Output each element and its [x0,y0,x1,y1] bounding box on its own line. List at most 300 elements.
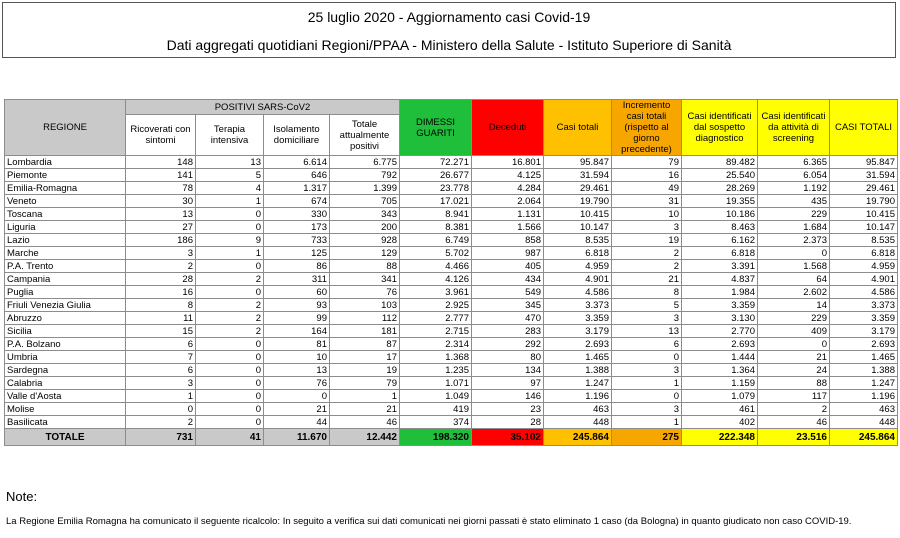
cell-incremento: 8 [612,286,682,299]
note-text: La Regione Emilia Romagna ha comunicato il seguente ricalcolo: In seguito a verifica sui dati comunicati nei giorni passati è stato eliminato 1 caso (da Bologna) in quanto giudicato non caso COVID-19. [6,516,852,527]
cell-region-name: Basilicata [5,416,126,429]
cell-ricoverati: 13 [126,208,196,221]
col-header-sospetto: Casi identificati dal sospetto diagnostico [682,100,758,156]
cell-casi-totali: 31.594 [544,169,612,182]
cell-isolamento: 330 [264,208,330,221]
cell-region-name: Emilia-Romagna [5,182,126,195]
cell-isolamento: 1.317 [264,182,330,195]
cell-ricoverati: 11 [126,312,196,325]
report-subtitle: Dati aggregati quotidiani Regioni/PPAA - Ministero della Salute - Istituto Superiore di Sanità [166,37,732,53]
cell-casi-totali-2: 3.373 [830,299,898,312]
cell-incremento: 3 [612,221,682,234]
cell-casi-totali-2: 1.196 [830,390,898,403]
cell-screening: 88 [758,377,830,390]
cell-screening: 6.054 [758,169,830,182]
cell-sospetto: 10.186 [682,208,758,221]
cell-sospetto: 1.444 [682,351,758,364]
cell-sospetto: 89.482 [682,156,758,169]
table-row [5,182,898,195]
cell-terapia: 0 [196,221,264,234]
cell-incremento: 2 [612,260,682,273]
cell-ricoverati: 15 [126,325,196,338]
cell-incremento: 21 [612,273,682,286]
cell-ricoverati: 148 [126,156,196,169]
cell-casi-totali: 1.465 [544,351,612,364]
report-title: 25 luglio 2020 - Aggiornamento casi Covid-19 [307,9,591,25]
table-row [5,234,898,247]
cell-screening: 229 [758,208,830,221]
cell-totale-positivi: 129 [330,247,400,260]
table-row [5,208,898,221]
cell-isolamento: 311 [264,273,330,286]
cell-region-name: Sicilia [5,325,126,338]
cell-screening: 24 [758,364,830,377]
cell-sospetto: 3.130 [682,312,758,325]
cell-casi-totali-2: 3.179 [830,325,898,338]
cell-region-name: P.A. Trento [5,260,126,273]
cell-deceduti: 80 [472,351,544,364]
cell-sospetto: 3.391 [682,260,758,273]
cell-dimessi: 1.071 [400,377,472,390]
cell-dimessi: 5.702 [400,247,472,260]
cell-dimessi: 2.777 [400,312,472,325]
cell-casi-totali: 463 [544,403,612,416]
cell-deceduti: 345 [472,299,544,312]
cell-totale-positivi: 792 [330,169,400,182]
cell-region-name: Liguria [5,221,126,234]
cell-casi-totali-2: 4.586 [830,286,898,299]
cell-dimessi: 23.778 [400,182,472,195]
cell-isolamento: 60 [264,286,330,299]
cell-sospetto: 19.355 [682,195,758,208]
total-ricoverati: 731 [126,429,196,446]
cell-totale-positivi: 928 [330,234,400,247]
total-sospetto: 222.348 [682,429,758,446]
cell-isolamento: 76 [264,377,330,390]
table-row [5,286,898,299]
cell-sospetto: 4.837 [682,273,758,286]
cell-totale-positivi: 112 [330,312,400,325]
cell-dimessi: 17.021 [400,195,472,208]
cell-isolamento: 86 [264,260,330,273]
cell-dimessi: 26.677 [400,169,472,182]
cell-ricoverati: 1 [126,390,196,403]
cell-terapia: 2 [196,325,264,338]
cell-casi-totali-2: 10.147 [830,221,898,234]
cell-incremento: 2 [612,247,682,260]
cell-dimessi: 2.314 [400,338,472,351]
cell-isolamento: 13 [264,364,330,377]
table-row [5,416,898,429]
cell-sospetto: 1.364 [682,364,758,377]
cell-ricoverati: 6 [126,364,196,377]
cell-deceduti: 146 [472,390,544,403]
cell-deceduti: 470 [472,312,544,325]
cell-terapia: 0 [196,390,264,403]
cell-deceduti: 23 [472,403,544,416]
cell-casi-totali: 95.847 [544,156,612,169]
cell-isolamento: 164 [264,325,330,338]
col-header-screening: Casi identificati da attività di screening [758,100,830,156]
cell-casi-totali: 3.359 [544,312,612,325]
cell-casi-totali: 2.693 [544,338,612,351]
cell-region-name: Toscana [5,208,126,221]
cell-dimessi: 419 [400,403,472,416]
col-header-casi-totali: Casi totali [544,100,612,156]
cell-terapia: 2 [196,299,264,312]
cell-terapia: 0 [196,338,264,351]
cell-deceduti: 4.125 [472,169,544,182]
cell-dimessi: 1.235 [400,364,472,377]
cell-sospetto: 1.079 [682,390,758,403]
cell-casi-totali: 3.373 [544,299,612,312]
cell-region-name: Sardegna [5,364,126,377]
cell-casi-totali-2: 31.594 [830,169,898,182]
cell-isolamento: 646 [264,169,330,182]
cell-terapia: 13 [196,156,264,169]
cell-dimessi: 4.466 [400,260,472,273]
cell-region-name: Friuli Venezia Giulia [5,299,126,312]
cell-screening: 0 [758,247,830,260]
cell-casi-totali: 8.535 [544,234,612,247]
cell-deceduti: 405 [472,260,544,273]
cell-deceduti: 134 [472,364,544,377]
cell-dimessi: 6.749 [400,234,472,247]
totals-label: TOTALE [5,429,126,446]
cell-isolamento: 674 [264,195,330,208]
cell-dimessi: 374 [400,416,472,429]
cell-terapia: 4 [196,182,264,195]
cell-deceduti: 2.064 [472,195,544,208]
table-row [5,247,898,260]
col-header-incremento: Incremento casi totali (rispetto al giorno precedente) [612,100,682,156]
cell-screening: 117 [758,390,830,403]
cell-casi-totali-2: 29.461 [830,182,898,195]
cell-totale-positivi: 705 [330,195,400,208]
cell-region-name: Abruzzo [5,312,126,325]
cell-casi-totali: 1.247 [544,377,612,390]
cell-casi-totali-2: 448 [830,416,898,429]
cell-terapia: 0 [196,351,264,364]
cell-isolamento: 44 [264,416,330,429]
cell-screening: 2.373 [758,234,830,247]
cell-incremento: 1 [612,377,682,390]
cell-sospetto: 6.162 [682,234,758,247]
table-row [5,364,898,377]
totals-row [5,429,898,446]
cell-screening: 2 [758,403,830,416]
table-body [5,156,898,429]
cell-ricoverati: 7 [126,351,196,364]
col-header-terapia: Terapia intensiva [196,115,264,156]
cell-screening: 1.192 [758,182,830,195]
cell-isolamento: 10 [264,351,330,364]
cell-casi-totali: 4.959 [544,260,612,273]
cell-totale-positivi: 19 [330,364,400,377]
cell-totale-positivi: 6.775 [330,156,400,169]
cell-ricoverati: 2 [126,416,196,429]
cell-terapia: 1 [196,247,264,260]
cell-incremento: 3 [612,312,682,325]
cell-isolamento: 125 [264,247,330,260]
cell-sospetto: 2.693 [682,338,758,351]
col-header-regione: REGIONE [5,100,126,156]
cell-dimessi: 2.925 [400,299,472,312]
cell-isolamento: 173 [264,221,330,234]
cell-deceduti: 16.801 [472,156,544,169]
total-incremento: 275 [612,429,682,446]
cell-casi-totali: 19.790 [544,195,612,208]
cell-incremento: 79 [612,156,682,169]
cell-incremento: 10 [612,208,682,221]
cell-region-name: Valle d'Aosta [5,390,126,403]
table-row [5,351,898,364]
cell-terapia: 0 [196,377,264,390]
col-header-casi-totali-2: CASI TOTALI [830,100,898,156]
cell-casi-totali-2: 19.790 [830,195,898,208]
cell-screening: 64 [758,273,830,286]
cell-casi-totali-2: 95.847 [830,156,898,169]
col-header-totale-positivi: Totale attualmente positivi [330,115,400,156]
cell-dimessi: 8.941 [400,208,472,221]
cell-region-name: P.A. Bolzano [5,338,126,351]
cell-screening: 1.684 [758,221,830,234]
cell-totale-positivi: 103 [330,299,400,312]
cell-sospetto: 6.818 [682,247,758,260]
cell-casi-totali: 3.179 [544,325,612,338]
cell-terapia: 1 [196,195,264,208]
cell-casi-totali: 10.147 [544,221,612,234]
cell-deceduti: 1.566 [472,221,544,234]
cell-totale-positivi: 87 [330,338,400,351]
cell-terapia: 0 [196,403,264,416]
cell-isolamento: 93 [264,299,330,312]
cell-sospetto: 461 [682,403,758,416]
table-row [5,221,898,234]
table-row [5,273,898,286]
cell-deceduti: 1.131 [472,208,544,221]
cell-incremento: 16 [612,169,682,182]
cell-dimessi: 1.049 [400,390,472,403]
col-header-ricoverati: Ricoverati con sintomi [126,115,196,156]
cell-terapia: 9 [196,234,264,247]
cell-casi-totali-2: 1.465 [830,351,898,364]
col-header-dimessi: DIMESSI GUARITI [400,100,472,156]
cell-ricoverati: 78 [126,182,196,195]
table-row [5,156,898,169]
cell-casi-totali-2: 463 [830,403,898,416]
cell-isolamento: 6.614 [264,156,330,169]
cell-sospetto: 28.269 [682,182,758,195]
cell-ricoverati: 27 [126,221,196,234]
cell-region-name: Lazio [5,234,126,247]
cell-deceduti: 858 [472,234,544,247]
table-row [5,260,898,273]
cell-sospetto: 1.984 [682,286,758,299]
cell-region-name: Calabria [5,377,126,390]
total-screening: 23.516 [758,429,830,446]
cell-totale-positivi: 200 [330,221,400,234]
covid-cases-table [4,99,898,446]
cell-incremento: 49 [612,182,682,195]
cell-ricoverati: 28 [126,273,196,286]
cell-casi-totali: 6.818 [544,247,612,260]
cell-ricoverati: 2 [126,260,196,273]
cell-terapia: 0 [196,286,264,299]
table-row [5,338,898,351]
cell-totale-positivi: 343 [330,208,400,221]
cell-region-name: Umbria [5,351,126,364]
cell-incremento: 5 [612,299,682,312]
cell-deceduti: 434 [472,273,544,286]
cell-casi-totali-2: 10.415 [830,208,898,221]
cell-ricoverati: 3 [126,247,196,260]
total-dimessi: 198.320 [400,429,472,446]
cell-region-name: Marche [5,247,126,260]
cell-sospetto: 402 [682,416,758,429]
cell-casi-totali-2: 2.693 [830,338,898,351]
cell-casi-totali: 4.586 [544,286,612,299]
total-isolamento: 11.670 [264,429,330,446]
cell-deceduti: 97 [472,377,544,390]
total-positivi: 12.442 [330,429,400,446]
cell-isolamento: 99 [264,312,330,325]
cell-ricoverati: 141 [126,169,196,182]
cell-incremento: 3 [612,364,682,377]
col-header-deceduti: Deceduti [472,100,544,156]
cell-dimessi: 2.715 [400,325,472,338]
table-row [5,312,898,325]
cell-ricoverati: 6 [126,338,196,351]
total-deceduti: 35.102 [472,429,544,446]
cell-screening: 21 [758,351,830,364]
cell-casi-totali: 448 [544,416,612,429]
cell-sospetto: 8.463 [682,221,758,234]
cell-incremento: 6 [612,338,682,351]
col-header-positivi: POSITIVI SARS-CoV2 [126,100,400,115]
cell-sospetto: 25.540 [682,169,758,182]
cell-ricoverati: 16 [126,286,196,299]
cell-deceduti: 292 [472,338,544,351]
table-row [5,325,898,338]
cell-casi-totali: 4.901 [544,273,612,286]
cell-screening: 14 [758,299,830,312]
cell-sospetto: 2.770 [682,325,758,338]
cell-terapia: 0 [196,416,264,429]
cell-screening: 6.365 [758,156,830,169]
cell-casi-totali: 29.461 [544,182,612,195]
cell-deceduti: 28 [472,416,544,429]
cell-casi-totali: 1.196 [544,390,612,403]
table-row [5,390,898,403]
cell-screening: 229 [758,312,830,325]
cell-terapia: 5 [196,169,264,182]
cell-ricoverati: 186 [126,234,196,247]
cell-region-name: Lombardia [5,156,126,169]
cell-screening: 2.602 [758,286,830,299]
cell-totale-positivi: 76 [330,286,400,299]
cell-ricoverati: 8 [126,299,196,312]
cell-isolamento: 81 [264,338,330,351]
cell-ricoverati: 0 [126,403,196,416]
cell-incremento: 0 [612,390,682,403]
cell-screening: 46 [758,416,830,429]
cell-terapia: 0 [196,208,264,221]
cell-terapia: 0 [196,364,264,377]
table-row [5,377,898,390]
cell-isolamento: 733 [264,234,330,247]
table-row [5,195,898,208]
col-header-isolamento: Isolamento domiciliare [264,115,330,156]
cell-totale-positivi: 341 [330,273,400,286]
report-header [2,2,896,58]
cell-screening: 409 [758,325,830,338]
cell-isolamento: 21 [264,403,330,416]
cell-region-name: Puglia [5,286,126,299]
cell-casi-totali-2: 4.901 [830,273,898,286]
cell-casi-totali-2: 3.359 [830,312,898,325]
cell-totale-positivi: 1.399 [330,182,400,195]
cell-screening: 435 [758,195,830,208]
cell-screening: 0 [758,338,830,351]
cell-region-name: Piemonte [5,169,126,182]
total-casi-totali-2: 245.864 [830,429,898,446]
cell-screening: 1.568 [758,260,830,273]
cell-deceduti: 549 [472,286,544,299]
cell-totale-positivi: 17 [330,351,400,364]
cell-incremento: 31 [612,195,682,208]
cell-terapia: 0 [196,260,264,273]
cell-dimessi: 72.271 [400,156,472,169]
cell-ricoverati: 3 [126,377,196,390]
cell-casi-totali-2: 4.959 [830,260,898,273]
total-terapia: 41 [196,429,264,446]
cell-sospetto: 3.359 [682,299,758,312]
cell-region-name: Veneto [5,195,126,208]
cell-casi-totali-2: 6.818 [830,247,898,260]
cell-dimessi: 1.368 [400,351,472,364]
cell-dimessi: 8.381 [400,221,472,234]
cell-totale-positivi: 1 [330,390,400,403]
cell-dimessi: 4.126 [400,273,472,286]
table-row [5,299,898,312]
cell-casi-totali-2: 8.535 [830,234,898,247]
cell-sospetto: 1.159 [682,377,758,390]
cell-incremento: 13 [612,325,682,338]
cell-casi-totali: 1.388 [544,364,612,377]
cell-totale-positivi: 21 [330,403,400,416]
cell-totale-positivi: 88 [330,260,400,273]
cell-incremento: 3 [612,403,682,416]
cell-incremento: 19 [612,234,682,247]
table-row [5,403,898,416]
cell-terapia: 2 [196,273,264,286]
cell-casi-totali-2: 1.247 [830,377,898,390]
cell-casi-totali-2: 1.388 [830,364,898,377]
cell-incremento: 1 [612,416,682,429]
cell-deceduti: 283 [472,325,544,338]
total-casi-totali: 245.864 [544,429,612,446]
cell-terapia: 2 [196,312,264,325]
cell-totale-positivi: 79 [330,377,400,390]
cell-dimessi: 3.961 [400,286,472,299]
cell-ricoverati: 30 [126,195,196,208]
cell-incremento: 0 [612,351,682,364]
cell-casi-totali: 10.415 [544,208,612,221]
cell-totale-positivi: 181 [330,325,400,338]
cell-totale-positivi: 46 [330,416,400,429]
cell-region-name: Molise [5,403,126,416]
